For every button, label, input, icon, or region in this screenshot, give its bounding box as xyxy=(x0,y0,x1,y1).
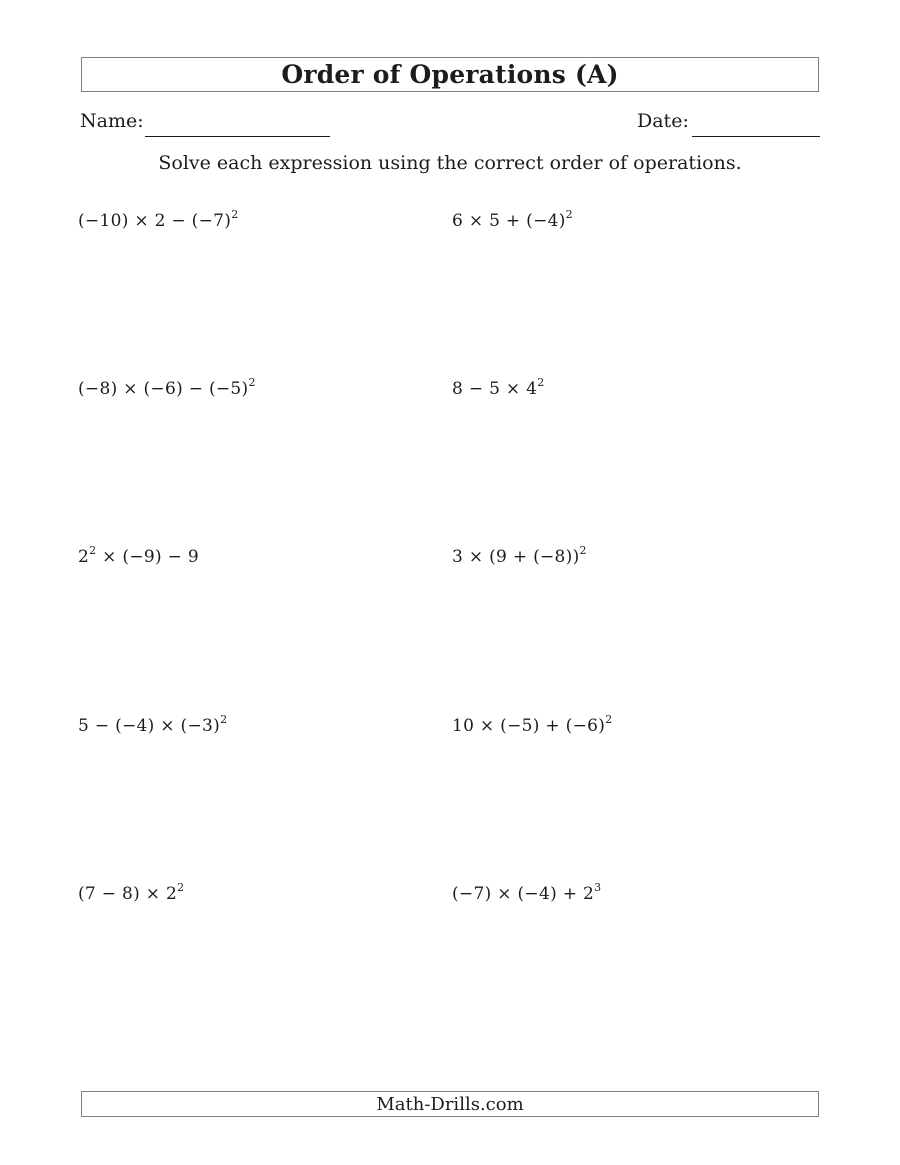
problem-expression-2: $6 \times 5 + (-4)^2$ xyxy=(452,208,573,231)
problem-expression-9: $(7 - 8) \times 2^2$ xyxy=(78,881,185,904)
problem-expression-6: $3 \times (9 + (-8))^2$ xyxy=(452,544,587,567)
footer-box xyxy=(81,1091,819,1117)
name-label: Name: xyxy=(80,110,144,132)
name-blank-line xyxy=(145,112,330,137)
problem-expression-8: $10 \times (-5) + (-6)^2$ xyxy=(452,713,613,736)
footer-text: Math-Drills.com xyxy=(376,1094,524,1115)
problem-expression-7: $5 - (-4) \times (-3)^2$ xyxy=(78,713,228,736)
problem-expression-3: $(-8) \times (-6) - (-5)^2$ xyxy=(78,376,256,399)
problem-expression-10: $(-7) \times (-4) + 2^3$ xyxy=(452,881,602,904)
problem-expression-5: $2^2 \times (-9) - 9$ xyxy=(78,544,199,567)
worksheet-title: Order of Operations (A) xyxy=(281,60,619,89)
problem-expression-4: $8 - 5 \times 4^2$ xyxy=(452,376,545,399)
date-blank-line xyxy=(692,112,820,137)
title-box xyxy=(81,57,819,92)
date-label: Date: xyxy=(637,110,689,132)
instructions-text: Solve each expression using the correct order of operations. xyxy=(158,152,742,174)
problem-expression-1: $(-10) \times 2 - (-7)^2$ xyxy=(78,208,239,231)
